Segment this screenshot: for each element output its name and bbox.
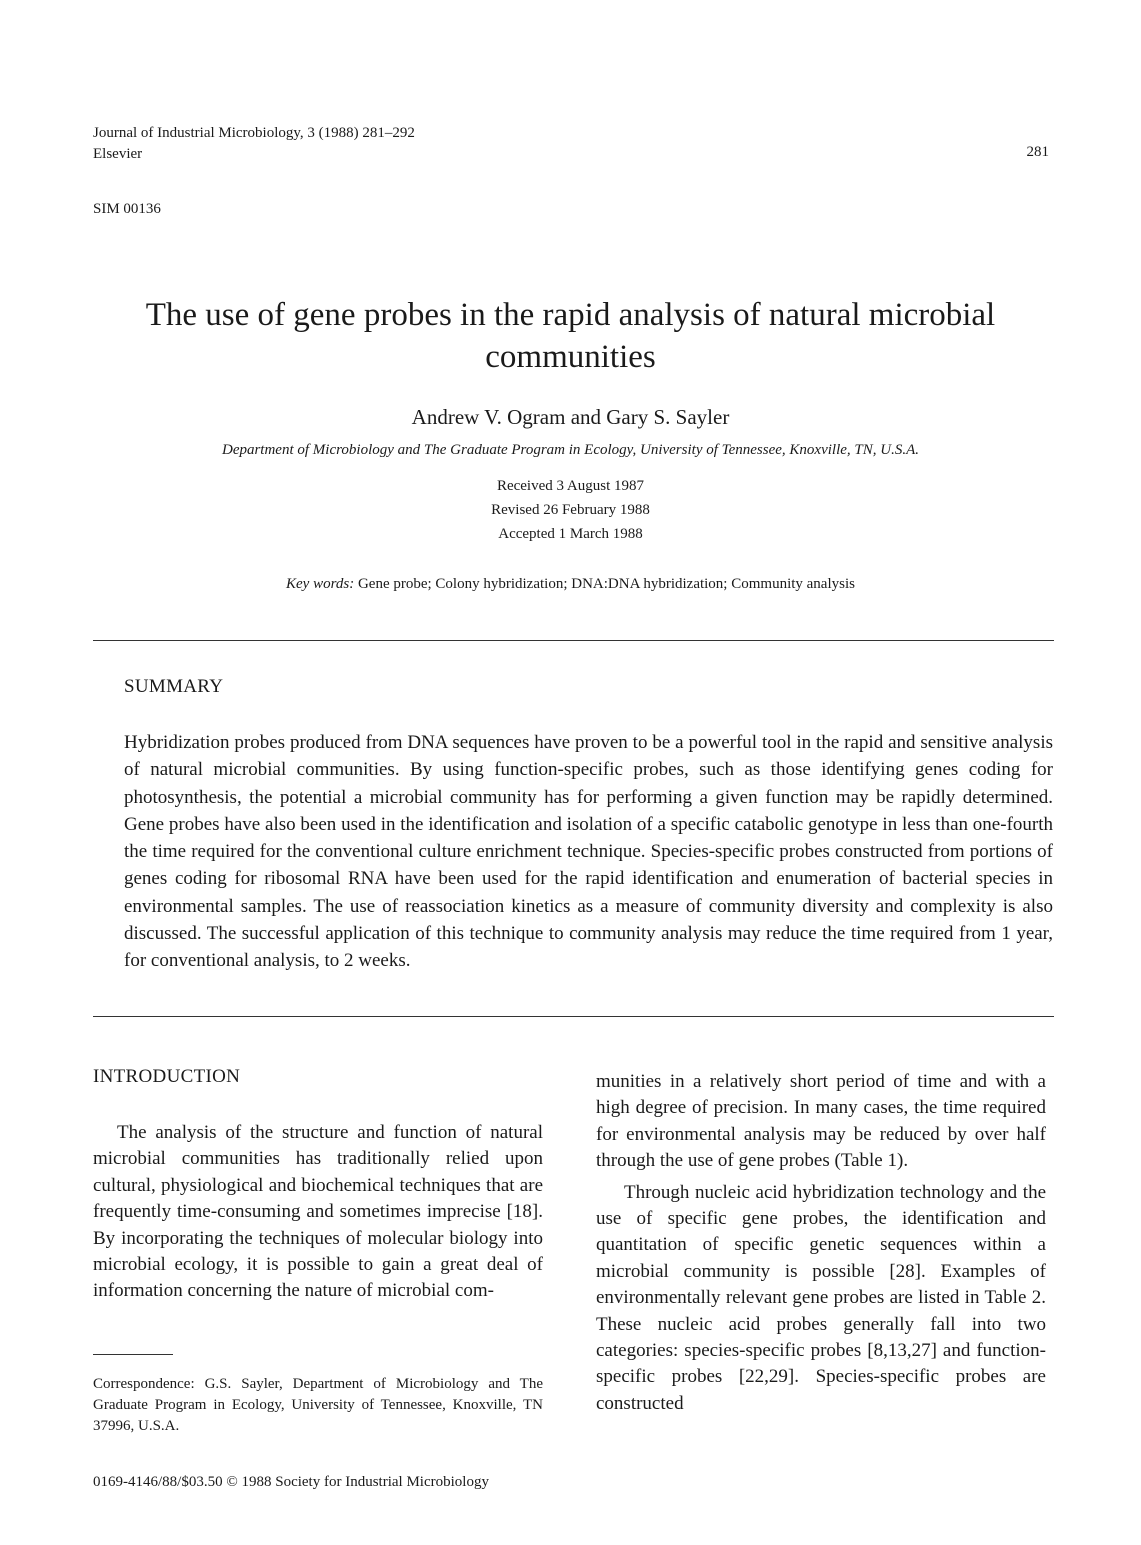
keywords-line	[90, 576, 1051, 593]
keywords-label: Key words:	[286, 576, 355, 592]
publisher-name: Elsevier	[93, 146, 143, 162]
summary-text: Hybridization probes produced from DNA sequences have proven to be a powerful tool in the rapid and sensitive analysis of natural microbial communities. By using function-specific probes, such as those identifying genes coding for photosynthesis, the potential a microbial community has for performing a given function may be rapidly determined. Gene probes have also been used in the identification and isolation of a specific catabolic genotype in less than one-fourth the time required for the conventional culture enrichment technique. Species-specific probes constructed from portions of genes coding for ribosomal RNA have been used for the rapid identification and enumeration of bacterial species in environmental samples. The use of reassociation kinetics as a measure of community diversity and complexity is also discussed. The successful application of this technique to community analysis may reduce the time required from 1 year, for conventional analysis, to 2 weeks.	[124, 732, 1053, 972]
intro-column2-paragraph2: Through nucleic acid hybridization technology and the use of specific gene probes, the identification and quantitation of specific genetic sequences within a microbial community is possible [28]. Examples of environmentally relevant gene probes are listed in Table 2. These nucleic acid probes generally fall into two categories: species-specific probes [8,13,27] and function-specific probes [22,29]. Species-specific probes are constructed	[596, 1181, 1046, 1414]
copyright-line: 0169-4146/88/$03.50 © 1988 Society for Industrial Microbiology	[93, 1474, 489, 1490]
intro-column1-paragraph: The analysis of the structure and function of natural microbial communities has traditionally relied upon cultural, physiological and biochemical techniques that are frequently time-consuming and sometimes imprecise [18]. By incorporating the techniques of molecular biology into microbial ecology, it is possible to gain a great deal of information concerning the nature of microbial com-	[93, 1122, 543, 1302]
keywords-list: Gene probe; Colony hybridization; DNA:DNA hybridization; Community analysis	[357, 576, 855, 592]
correspondence-footnote: Correspondence: G.S. Sayler, Department of Microbiology and The Graduate Program in Ecology, University of Tennessee, Knoxville, TN 37996, U.S.A.	[93, 1376, 543, 1434]
article-title: The use of gene probes in the rapid analysis of natural microbial communities	[145, 297, 996, 375]
sim-id: SIM 00136	[93, 201, 161, 217]
journal-name: Journal of Industrial Microbiology, 3 (1988) 281–292	[93, 125, 415, 141]
page-number: 281	[1026, 144, 1049, 160]
intro-column2	[596, 1069, 1046, 1417]
summary-heading: SUMMARY	[124, 676, 224, 697]
received-date: Received 3 August 1987	[496, 478, 645, 494]
article-authors: Andrew V. Ogram and Gary S. Sayler	[411, 405, 730, 429]
accepted-date: Accepted 1 March 1988	[498, 526, 643, 542]
intro-column2-paragraph1: munities in a relatively short period of time and with a high degree of precision. In many cases, the time required for environmental analysis may be reduced by over half through the use of gene probes (Table 1).	[596, 1071, 1046, 1172]
journal-citation	[93, 123, 415, 165]
revised-date: Revised 26 February 1988	[491, 502, 650, 518]
summary-bottom-rule	[93, 1016, 1054, 1017]
introduction-heading: INTRODUCTION	[93, 1066, 241, 1087]
footnote-rule	[93, 1354, 173, 1355]
author-affiliation: Department of Microbiology and The Graduate Program in Ecology, University of Tennessee, Knoxville, TN, U.S.A.	[221, 442, 919, 458]
article-dates	[90, 474, 1051, 546]
summary-top-rule	[93, 640, 1054, 641]
